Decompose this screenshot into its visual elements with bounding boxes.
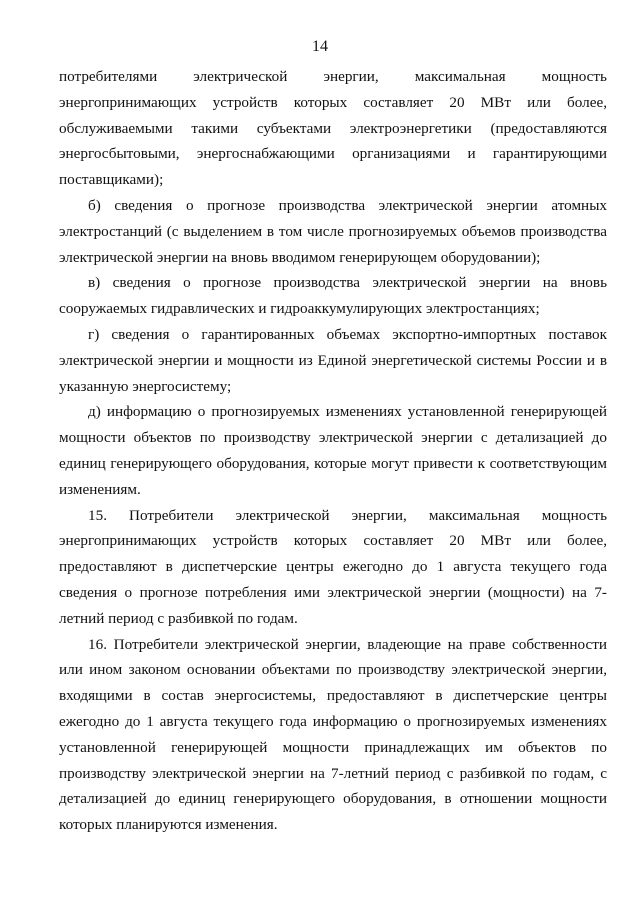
document-body — [59, 64, 607, 838]
paragraph-item-d: д) информацию о прогнозируемых изменениях установленной генерирующей мощности объектов по производству электрической энергии с детализацией до единиц генерирующего оборудования, которые могут привести к соответствующим изменениям. — [59, 403, 607, 498]
paragraph-item-b: б) сведения о прогнозе производства электрической энергии атомных электростанций (с выделением в том числе прогнозируемых объемов производства электрической энергии на вновь вводимом генерирующем оборудовании); — [59, 196, 607, 266]
paragraph-clause-15: 15. Потребители электрической энергии, максимальная мощность энергопринимающих устройств которых составляет 20 МВт или более, предоставляют в диспетчерские центры ежегодно до 1 августа текущего года сведения о прогнозе потребления ими электрической энергии (мощности) на 7-летний период с разбивкой по годам. — [59, 506, 607, 627]
paragraph-item-v: в) сведения о прогнозе производства электрической энергии на вновь сооружаемых гидравлических и гидроаккумулирующих электростанциях; — [59, 274, 607, 318]
paragraph-clause-16: 16. Потребители электрической энергии, владеющие на праве собственности или ином законом основании объектами по производству электрической энергии, входящими в состав энергосистемы, предоставляют в диспетчерские центры ежегодно до 1 августа текущего года информацию о прогнозируемых изменениях установленной генерирующей мощности принадлежащих им объектов по производству электрической энергии на 7-летний период с разбивкой по годам, с детализацией до единиц генерирующего оборудования, в отношении мощности которых планируются изменения. — [59, 635, 607, 834]
paragraph-item-g: г) сведения о гарантированных объемах экспортно-импортных поставок электрической энергии и мощности из Единой энергетической системы России и в указанную энергосистему; — [59, 325, 607, 395]
paragraph-continuation: потребителями электрической энергии, максимальная мощность энергопринимающих устройств которых составляет 20 МВт или более, обслуживаемыми такими субъектами электроэнергетики (предоставляются энергосбытовыми, энергоснабжающими организациями и гарантирующими поставщиками); — [59, 68, 607, 189]
page-number: 14 — [312, 38, 328, 55]
